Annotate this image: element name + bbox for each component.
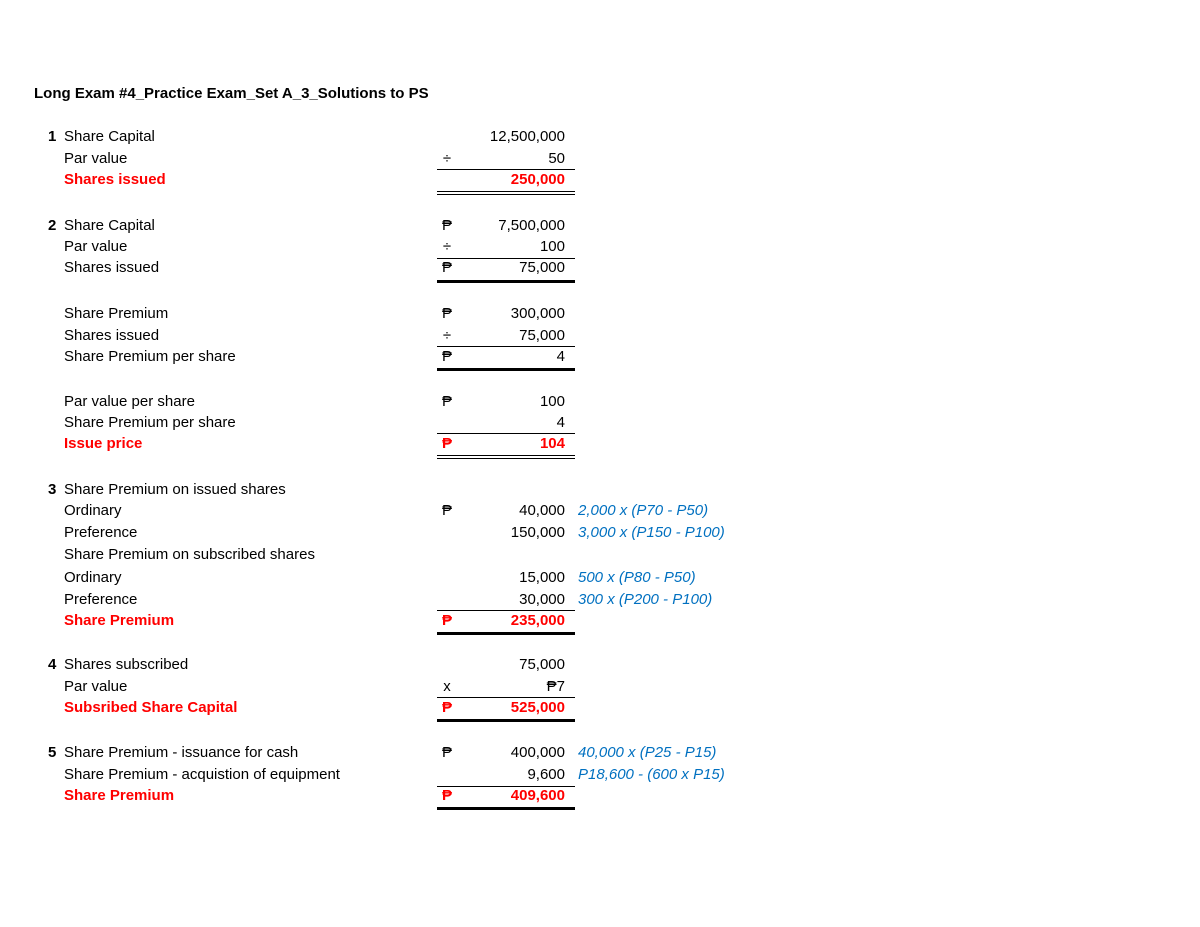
q3-issued-preference-row [0,522,1200,544]
answer-value: 525,000 [510,699,565,716]
q2-share-premium-row [0,303,1200,325]
peso-sign: ₱ [441,259,452,276]
row-value: 4 [556,348,565,365]
double-underline [437,455,575,459]
thick-underline [437,368,575,371]
q3-subscribed-header-row [0,544,1200,566]
q2-issue-price-row [0,433,1200,455]
peso-sign: ₱ [441,435,452,452]
row-label: Ordinary [64,502,122,519]
q4-par-value-row [0,676,1200,698]
peso-sign: ₱ [441,502,452,519]
q4-shares-subscribed-row [0,654,1200,676]
row-label: Par value per share [64,393,195,410]
row-label: Par value [64,150,128,167]
peso-sign: ₱ [441,787,452,804]
row-value: 50 [548,150,565,167]
divide-symbol: ÷ [442,238,452,255]
times-symbol: x [443,678,451,695]
question-number: 5 [48,744,57,761]
q3-issued-ordinary-row [0,500,1200,522]
answer-value: 250,000 [510,171,565,188]
q2-shares-issued-divisor-row [0,325,1200,347]
row-label: Par value [64,678,128,695]
question-number: 3 [48,481,57,498]
answer-value: 235,000 [510,612,565,629]
row-value: 4 [556,414,565,431]
double-underline [437,191,575,195]
row-value: 30,000 [519,591,565,608]
row-value: 75,000 [519,656,565,673]
q5-cash-row [0,742,1200,764]
row-label: Shares issued [64,259,160,276]
thick-underline [437,719,575,722]
row-value: 100 [539,238,565,255]
q2-par-value-row [0,236,1200,258]
row-value: 12,500,000 [489,128,565,145]
answer-label: Shares issued [64,171,166,188]
answer-label: Share Premium [64,787,175,804]
q1-share-capital-row [0,126,1200,148]
q2-share-capital-row [0,215,1200,237]
row-value: 9,600 [527,766,565,783]
q2-par-per-share-row [0,391,1200,413]
row-value: 40,000 [519,502,565,519]
row-label: Preference [64,591,138,608]
computation-note: 2,000 x (P70 - P50) [578,502,709,519]
row-label: Share Premium - acquistion of equipment [64,766,340,783]
q3-issued-header-row [0,479,1200,501]
row-label: Shares subscribed [64,656,189,673]
answer-value: 104 [539,435,565,452]
answer-label: Subsribed Share Capital [64,699,238,716]
q3-subscribed-ordinary-row [0,567,1200,589]
row-value: 75,000 [519,259,565,276]
peso-sign: ₱ [441,348,452,365]
q3-total-row [0,610,1200,632]
row-value: ₱7 [546,678,565,695]
computation-note: 40,000 x (P25 - P15) [578,744,717,761]
peso-sign: ₱ [441,699,452,716]
row-value: 75,000 [519,327,565,344]
q3-subscribed-preference-row [0,589,1200,611]
row-label: Preference [64,524,138,541]
row-label: Share Capital [64,128,155,145]
q2-shares-issued-row [0,257,1200,279]
row-value: 150,000 [510,524,565,541]
answer-label: Issue price [64,435,143,452]
computation-note: P18,600 - (600 x P15) [578,766,725,783]
row-label: Shares issued [64,327,160,344]
row-label: Share Premium per share [64,348,236,365]
question-number: 2 [48,217,57,234]
q2-premium-per-share-row [0,346,1200,368]
row-value: 300,000 [510,305,565,322]
question-number: 1 [48,128,57,145]
row-label: Share Premium [64,305,169,322]
thick-underline [437,807,575,810]
peso-sign: ₱ [441,217,452,234]
peso-sign: ₱ [441,393,452,410]
row-label: Share Premium per share [64,414,236,431]
computation-note: 3,000 x (P150 - P100) [578,524,725,541]
computation-note: 300 x (P200 - P100) [578,591,713,608]
answer-label: Share Premium [64,612,175,629]
row-label: Par value [64,238,128,255]
row-value: 7,500,000 [498,217,565,234]
row-label: Share Premium - issuance for cash [64,744,299,761]
row-value: 400,000 [510,744,565,761]
question-number: 4 [48,656,57,673]
peso-sign: ₱ [441,744,452,761]
divide-symbol: ÷ [442,327,452,344]
peso-sign: ₱ [441,612,452,629]
row-value: 100 [539,393,565,410]
q4-total-row [0,697,1200,719]
row-value: 15,000 [519,569,565,586]
page-title: Long Exam #4_Practice Exam_Set A_3_Solutions to PS [34,85,429,102]
computation-note: 500 x (P80 - P50) [578,569,696,586]
q1-shares-issued-row [0,169,1200,191]
thick-underline [437,632,575,635]
divide-symbol: ÷ [442,150,452,167]
q1-par-value-row [0,148,1200,170]
q5-equipment-row [0,764,1200,786]
q2-premium-per-share-add-row [0,412,1200,434]
thick-underline [437,280,575,283]
answer-value: 409,600 [510,787,565,804]
peso-sign: ₱ [441,305,452,322]
q5-total-row [0,785,1200,807]
row-label: Share Premium on subscribed shares [64,546,315,563]
row-label: Share Capital [64,217,155,234]
row-label: Share Premium on issued shares [64,481,286,498]
row-label: Ordinary [64,569,122,586]
